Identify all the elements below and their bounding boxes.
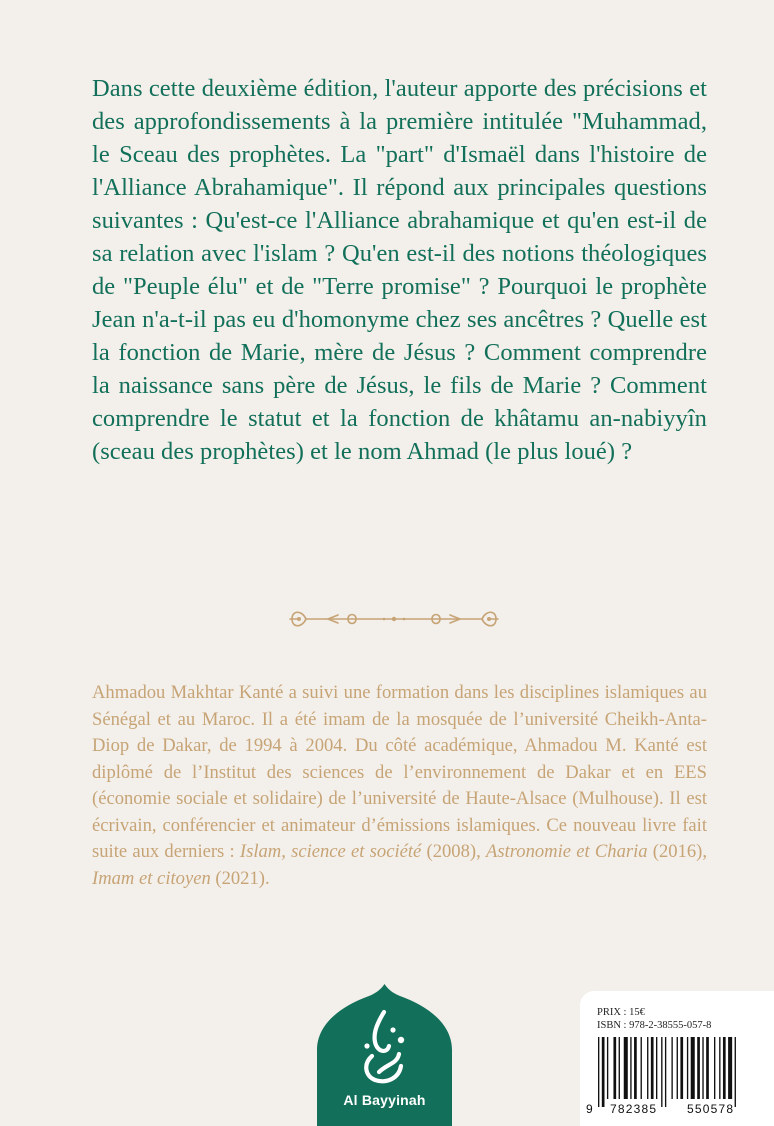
publisher-name: Al Bayyinah (343, 1092, 426, 1108)
back-cover-summary: Dans cette deuxième édition, l'auteur apporte des précisions et des approfondissements à la première intitulée "Muhammad, le Sceau des prophètes. La "part" d'Ismaël dans l'histoire de l'Alliance Abrahamique". Il répond aux principales questions suivantes : Qu'est-ce l'Alliance abrahamique et qu'en est-il de sa relation avec l'islam ? Qu'en est-il des notions théologiques de "Peuple élu" et de "Terre promise" ? Pourquoi le prophète Jean n'a-t-il pas eu d'homonyme chez ses ancêtres ? Quelle est la fonction de Marie, mère de Jésus ? Comment comprendre la naissance sans père de Jésus, le fils de Marie ? Comment comprendre le statut et la fonction de khâtamu an-nabiyyîn (sceau des prophètes) et le nom Ahmad (le plus loué) ? (92, 75, 707, 465)
ean-digit: 9 (586, 1102, 594, 1116)
book-title: Islam, science et société (239, 841, 422, 862)
barcode-panel (580, 991, 774, 1126)
ean-digits-right: 550578 (687, 1102, 735, 1116)
ean-digits-left: 782385 (610, 1102, 658, 1116)
decorative-divider (288, 604, 500, 634)
barcode (596, 1037, 764, 1109)
isbn-label: ISBN : 978-2-38555-057-8 (597, 1020, 712, 1031)
author-biography: Ahmadou Makhtar Kanté a suivi une formation dans les disciplines islamiques au Sénégal et au Maroc. Il a été imam de la mosquée de l’université Cheikh-Anta-Diop de Dakar, de 1994 à 2004. Du côté académique, Ahmadou M. Kanté est diplômé de l’Institut des sciences de l’environnement de Dakar et en EES (économie sociale et solidaire) de l’université de Haute-Alsace (Mulhouse). Il est écrivain, conférencier et animateur d’émissions islamiques. Ce nouveau livre fait suite aux derniers : Islam, science et société (2008), Astronomie et Charia (2016), Imam et citoyen (2021). (92, 682, 708, 889)
book-title: Imam et citoyen (92, 867, 211, 889)
book-title: Astronomie et Charia (485, 841, 648, 862)
price-label: PRIX : 15€ (597, 1007, 645, 1018)
